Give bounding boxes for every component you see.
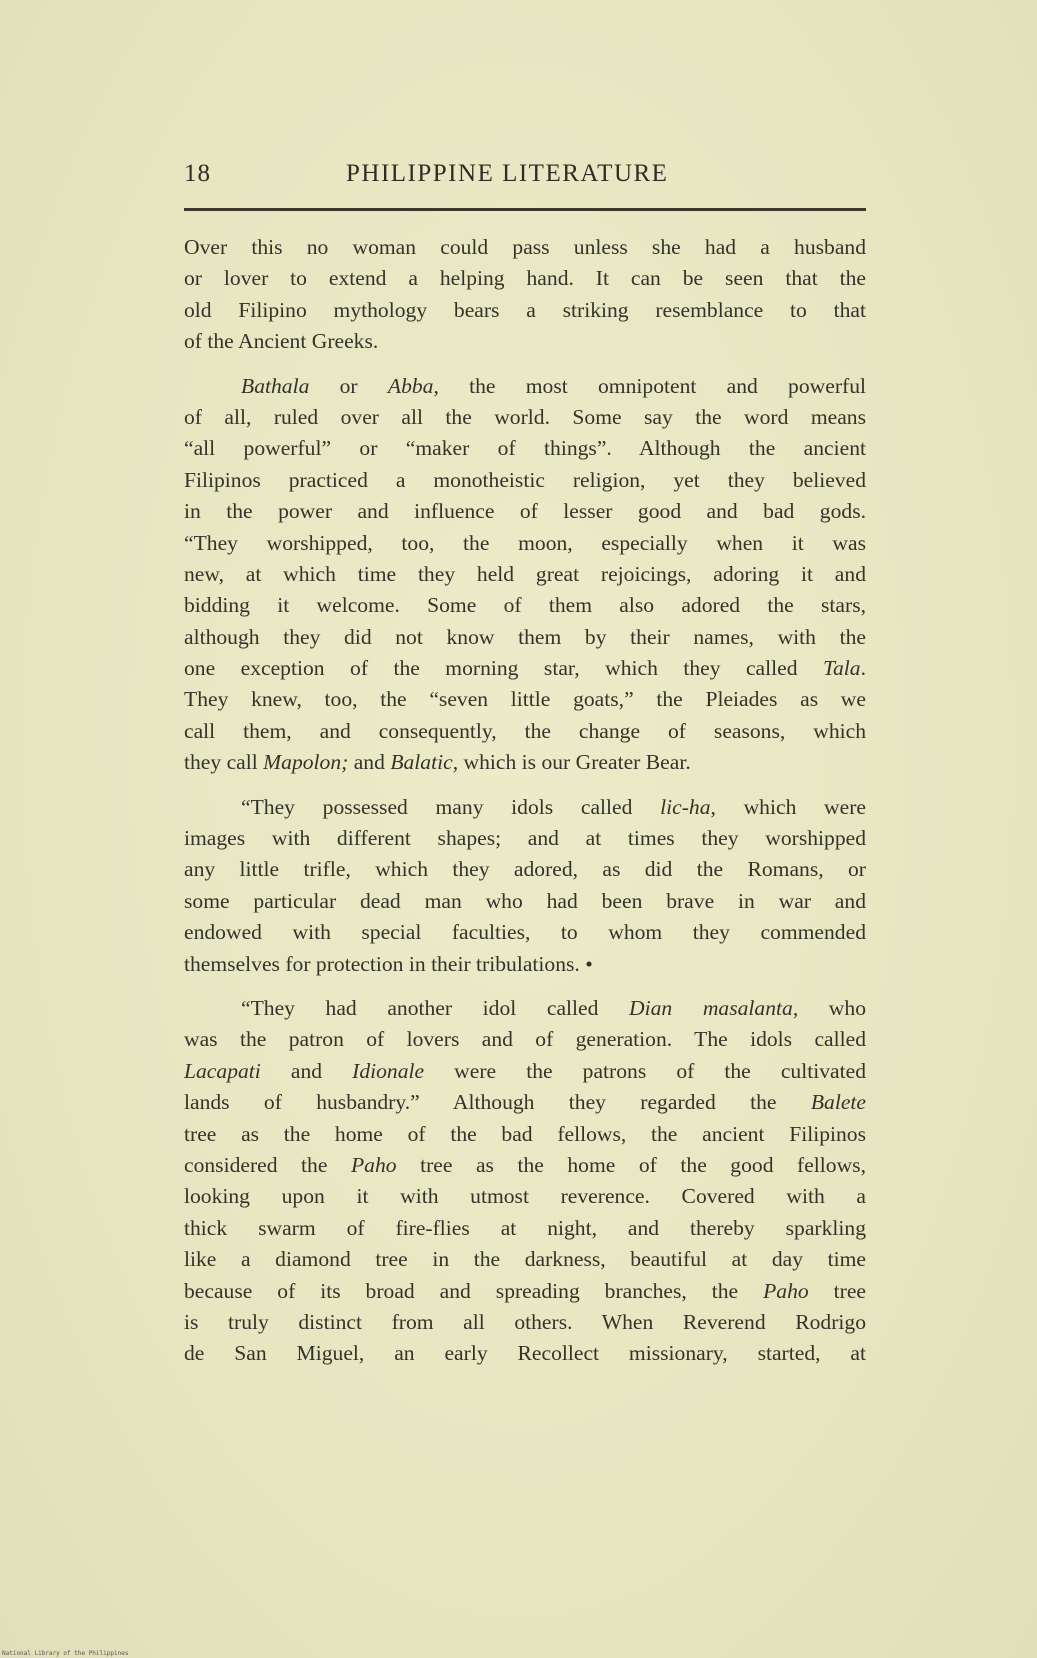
italic-term: Balete: [810, 1090, 866, 1115]
header-rule: [184, 208, 866, 211]
text-run: or lover to extend a helping hand. It can be seen that the: [184, 266, 866, 291]
text-line: [184, 1056, 866, 1087]
text-run: they call: [184, 750, 264, 775]
text-run: “They had another idol called: [241, 995, 630, 1020]
text-run: is truly distinct from all others. When Reverend Rodrigo: [184, 1309, 866, 1334]
text-run: old Filipino mythology bears a striking resemblance to that: [184, 297, 866, 322]
text-run: Over this no woman could pass unless she had a husband: [184, 235, 866, 259]
body-text: [184, 232, 866, 1370]
text-run: “all powerful” or “maker of things”. Although the ancient: [184, 436, 866, 461]
text-run: in the power and influence of lesser good and bad gods.: [184, 499, 866, 524]
text-line: [184, 232, 866, 263]
text-run: or: [309, 373, 388, 398]
text-run: looking upon it with utmost reverence. Covered with a: [184, 1184, 866, 1209]
text-run: endowed with special faculties, to whom they commended: [184, 920, 866, 945]
paragraph: [184, 232, 866, 358]
text-run: some particular dead man who had been brave in war and: [184, 888, 866, 913]
text-line: [184, 295, 866, 326]
text-run: images with different shapes; and at times they worshipped: [184, 826, 866, 851]
text-run: because of its broad and spreading branches, the: [184, 1278, 764, 1303]
text-run: Filipinos practiced a monotheistic religion, yet they believed: [184, 467, 866, 492]
text-run: thick swarm of fire-flies at night, and thereby sparkling: [184, 1215, 866, 1240]
text-run: of all, ruled over all the world. Some say the word means: [184, 404, 866, 429]
text-line: [184, 792, 866, 823]
text-run: call them, and consequently, the change of seasons, which: [184, 718, 866, 743]
text-line: [184, 433, 866, 464]
text-run: lands of husbandry.” Although they regarded the: [184, 1090, 811, 1115]
italic-term: Lacapati: [184, 1058, 261, 1083]
text-run: , the most omnipotent and powerful: [433, 373, 866, 398]
text-line: [184, 653, 866, 684]
italic-term: lic-ha: [660, 794, 711, 819]
text-run: although they did not know them by their names, with the: [184, 624, 866, 649]
text-run: and: [260, 1058, 353, 1083]
text-line: [184, 917, 866, 948]
text-line: [184, 1307, 866, 1338]
italic-term: Bathala: [241, 373, 310, 398]
text-line: [184, 1244, 866, 1275]
text-run: tree as the home of the bad fellows, the ancient Filipinos: [184, 1121, 866, 1146]
italic-term: Balatic: [390, 750, 453, 775]
text-line: [184, 1213, 866, 1244]
paragraph: [184, 993, 866, 1370]
text-line: [184, 823, 866, 854]
text-run: “They possessed many idols called: [241, 794, 661, 819]
text-run: themselves for protection in their tribulations. •: [184, 951, 593, 976]
text-run: tree as the home of the good fellows,: [396, 1152, 866, 1177]
paragraph-gap: [184, 358, 866, 371]
text-line: [184, 684, 866, 715]
text-line: [184, 528, 866, 559]
text-line: [184, 993, 866, 1024]
text-line: [184, 1338, 866, 1369]
page-number: 18: [184, 160, 211, 187]
library-watermark: National Library of the Philippines: [2, 1650, 129, 1657]
paragraph: [184, 792, 866, 980]
italic-term: Dian masalanta: [629, 995, 793, 1020]
text-run: de San Miguel, an early Recollect missionary, started, at: [184, 1341, 866, 1366]
text-run: of the Ancient Greeks.: [184, 329, 379, 354]
italic-term: Idionale: [352, 1058, 425, 1083]
text-run: one exception of the morning star, which they called: [184, 656, 823, 681]
text-run: like a diamond tree in the darkness, beautiful at day time: [184, 1247, 866, 1272]
text-line: [184, 496, 866, 527]
text-line: [184, 1150, 866, 1181]
text-line: [184, 590, 866, 621]
running-head: [184, 160, 866, 200]
text-line: [184, 886, 866, 917]
text-run: new, at which time they held great rejoicings, adoring it and: [184, 561, 866, 586]
text-line: [184, 747, 866, 778]
italic-term: Tala: [822, 656, 861, 681]
text-run: “They worshipped, too, the moon, especially when it was: [184, 530, 866, 555]
text-line: [184, 716, 866, 747]
running-title: PHILIPPINE LITERATURE: [346, 160, 669, 187]
text-line: [184, 949, 866, 980]
italic-term: Abba: [387, 373, 434, 398]
paragraph-gap: [184, 980, 866, 993]
text-line: [184, 1181, 866, 1212]
text-run: and: [348, 750, 391, 775]
text-line: [184, 263, 866, 294]
paragraph: [184, 371, 866, 779]
text-run: , which were: [710, 794, 866, 819]
text-line: [184, 559, 866, 590]
text-run: tree: [808, 1278, 866, 1303]
text-run: considered the: [184, 1152, 351, 1177]
text-run: .: [860, 656, 866, 681]
text-line: [184, 402, 866, 433]
text-line: [184, 1024, 866, 1055]
text-line: [184, 1087, 866, 1118]
text-line: [184, 1119, 866, 1150]
text-run: They knew, too, the “seven little goats,” the Pleiades as we: [184, 687, 866, 712]
text-run: , who: [792, 995, 866, 1020]
text-line: [184, 854, 866, 885]
paragraph-gap: [184, 779, 866, 792]
text-line: [184, 1276, 866, 1307]
text-run: were the patrons of the cultivated: [424, 1058, 866, 1083]
text-run: any little trifle, which they adored, as did the Romans, or: [184, 857, 866, 882]
italic-term: Mapolon;: [263, 750, 349, 775]
text-run: was the patron of lovers and of generation. The idols called: [184, 1027, 866, 1052]
text-run: , which is our Greater Bear.: [452, 750, 691, 775]
italic-term: Paho: [763, 1278, 809, 1303]
italic-term: Paho: [350, 1152, 397, 1177]
text-line: [184, 465, 866, 496]
text-line: [184, 371, 866, 402]
text-line: [184, 622, 866, 653]
text-line: [184, 326, 866, 357]
text-run: bidding it welcome. Some of them also adored the stars,: [184, 593, 866, 618]
